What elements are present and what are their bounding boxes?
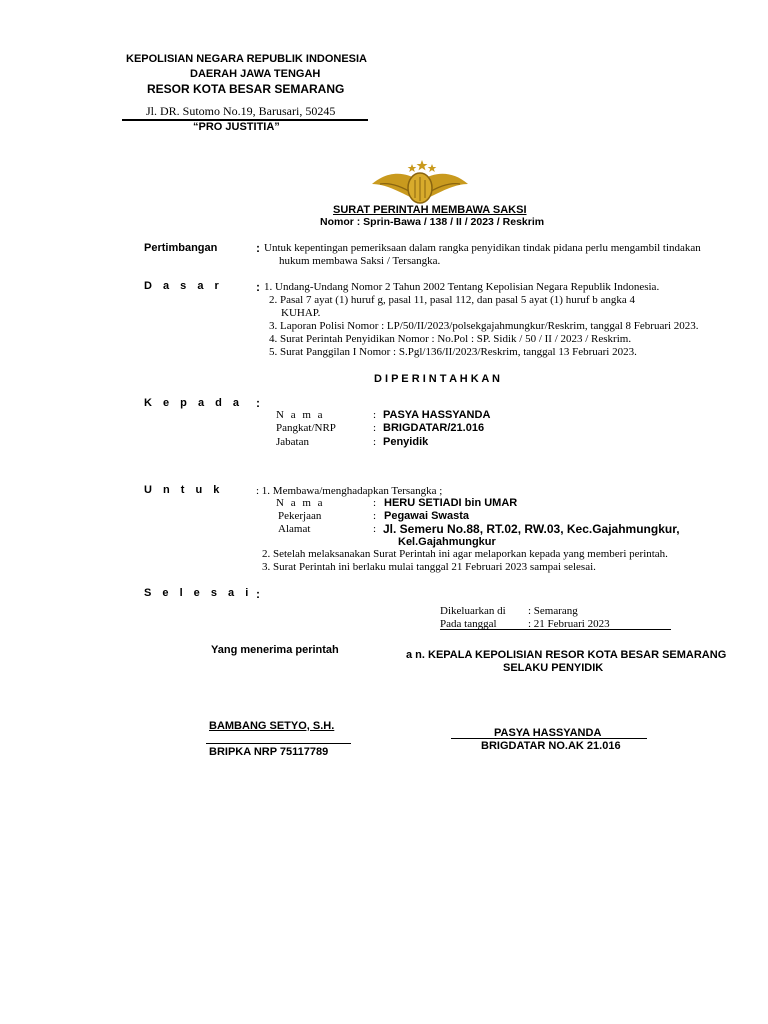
issued-place-value: : Semarang: [528, 605, 578, 617]
kepada-pangkat-colon: :: [373, 422, 377, 434]
untuk-nama-value: HERU SETIADI bin UMAR: [384, 497, 518, 509]
issued-date-value: : 21 Februari 2023: [528, 618, 610, 630]
emblem-star-1: [417, 160, 428, 170]
dasar-item: KUHAP.: [281, 307, 321, 319]
untuk-pekerjaan-label: Pekerjaan: [278, 510, 322, 522]
receiver-signature-line: [206, 743, 351, 744]
header-line-3: RESOR KOTA BESAR SEMARANG: [147, 82, 345, 96]
kepada-nama-label: N a m a: [276, 409, 325, 421]
untuk-alamat-value: Jl. Semeru No.88, RT.02, RW.03, Kec.Gajahmungkur,: [383, 522, 680, 536]
dasar-item: 3. Laporan Polisi Nomor : LP/50/II/2023/polsekgajahmungkur/Reskrim, tanggal 8 Februari 2023.: [269, 320, 699, 332]
dasar-item: 1. Undang-Undang Nomor 2 Tahun 2002 Tentang Kepolisian Negara Republik Indonesia.: [264, 281, 660, 293]
document-title: SURAT PERINTAH MEMBAWA SAKSI: [333, 204, 527, 216]
pertimbangan-line-2: hukum membawa Saksi / Tersangka.: [279, 255, 441, 267]
header-line-2: DAERAH JAWA TENGAH: [190, 68, 321, 80]
issuer-name: PASYA HASSYANDA: [494, 727, 602, 739]
kepada-jabatan-value: Penyidik: [383, 436, 429, 448]
selesai-label: S e l e s a i: [144, 587, 253, 599]
issuer-signature-line: [451, 738, 647, 739]
dasar-item: 4. Surat Perintah Penyidikan Nomor : No.Pol : SP. Sidik / 50 / II / 2023 / Reskrim.: [269, 333, 632, 345]
untuk-pekerjaan-value: Pegawai Swasta: [384, 510, 469, 522]
emblem-star-2: [428, 164, 437, 172]
kepada-colon: :: [256, 396, 260, 410]
dasar-item: 2. Pasal 7 ayat (1) huruf g, pasal 11, pasal 112, dan pasal 5 ayat (1) huruf b angka 4: [269, 294, 636, 306]
header-line-1: KEPOLISIAN NEGARA REPUBLIK INDONESIA: [126, 53, 368, 65]
diperintahkan-heading: D I P E R I N T A H K A N: [374, 373, 500, 385]
emblem-star-3: [408, 164, 417, 172]
kepada-label: K e p a d a: [144, 397, 244, 409]
pertimbangan-label: Pertimbangan: [144, 242, 218, 254]
dasar-item: 5. Surat Panggilan I Nomor : S.Pgl/136/II/2023/Reskrim, tanggal 13 Februari 2023.: [269, 346, 637, 358]
untuk-nama-label: N a m a: [276, 497, 325, 509]
dasar-colon: :: [256, 280, 260, 294]
kepada-nama-colon: :: [373, 409, 377, 421]
pro-justitia: “PRO JUSTITIA”: [193, 121, 280, 133]
kepada-pangkat-label: Pangkat/NRP: [276, 422, 336, 434]
untuk-alamat-colon: :: [373, 523, 377, 535]
issuer-rank: BRIGDATAR NO.AK 21.016: [481, 740, 621, 752]
untuk-pekerjaan-colon: :: [373, 510, 377, 522]
untuk-label: U n t u k: [144, 484, 224, 496]
untuk-item-2: 2. Setelah melaksanakan Surat Perintah ini agar melaporkan kepada yang memberi perintah.: [262, 548, 668, 560]
pertimbangan-line-1: Untuk kepentingan pemeriksaan dalam rangka penyidikan tindak pidana perlu mengambil tindakan: [264, 242, 701, 254]
issued-date-label: Pada tanggal: [440, 618, 497, 630]
untuk-nama-colon: :: [373, 497, 377, 509]
receiver-rank: BRIPKA NRP 75117789: [209, 746, 329, 758]
receiver-name: BAMBANG SETYO, S.H.: [209, 720, 335, 732]
header-address: Jl. DR. Sutomo No.19, Barusari, 50245: [146, 104, 336, 118]
dasar-label: D a s a r: [144, 280, 223, 292]
untuk-alamat-label: Alamat: [278, 523, 311, 535]
police-emblem: [368, 158, 468, 206]
untuk-item-1: : 1. Membawa/menghadapkan Tersangka ;: [256, 485, 443, 497]
issuer-line-2: SELAKU PENYIDIK: [503, 662, 604, 674]
kepada-pangkat-value: BRIGDATAR/21.016: [383, 422, 485, 434]
kepada-jabatan-label: Jabatan: [276, 436, 309, 448]
kepada-jabatan-colon: :: [373, 436, 377, 448]
untuk-alamat-value-2: Kel.Gajahmungkur: [398, 536, 496, 548]
receiver-caption: Yang menerima perintah: [211, 644, 339, 656]
issuer-line-1: a n. KEPALA KEPOLISIAN RESOR KOTA BESAR SEMARANG: [406, 649, 727, 661]
issued-date-underline: [440, 629, 671, 630]
kepada-nama-value: PASYA HASSYANDA: [383, 409, 491, 421]
issued-place-label: Dikeluarkan di: [440, 605, 506, 617]
pertimbangan-colon: :: [256, 241, 260, 255]
selesai-colon: :: [256, 587, 260, 601]
document-number: Nomor : Sprin-Bawa / 138 / II / 2023 / Reskrim: [320, 216, 545, 228]
untuk-item-3: 3. Surat Perintah ini berlaku mulai tanggal 21 Februari 2023 sampai selesai.: [262, 561, 596, 573]
